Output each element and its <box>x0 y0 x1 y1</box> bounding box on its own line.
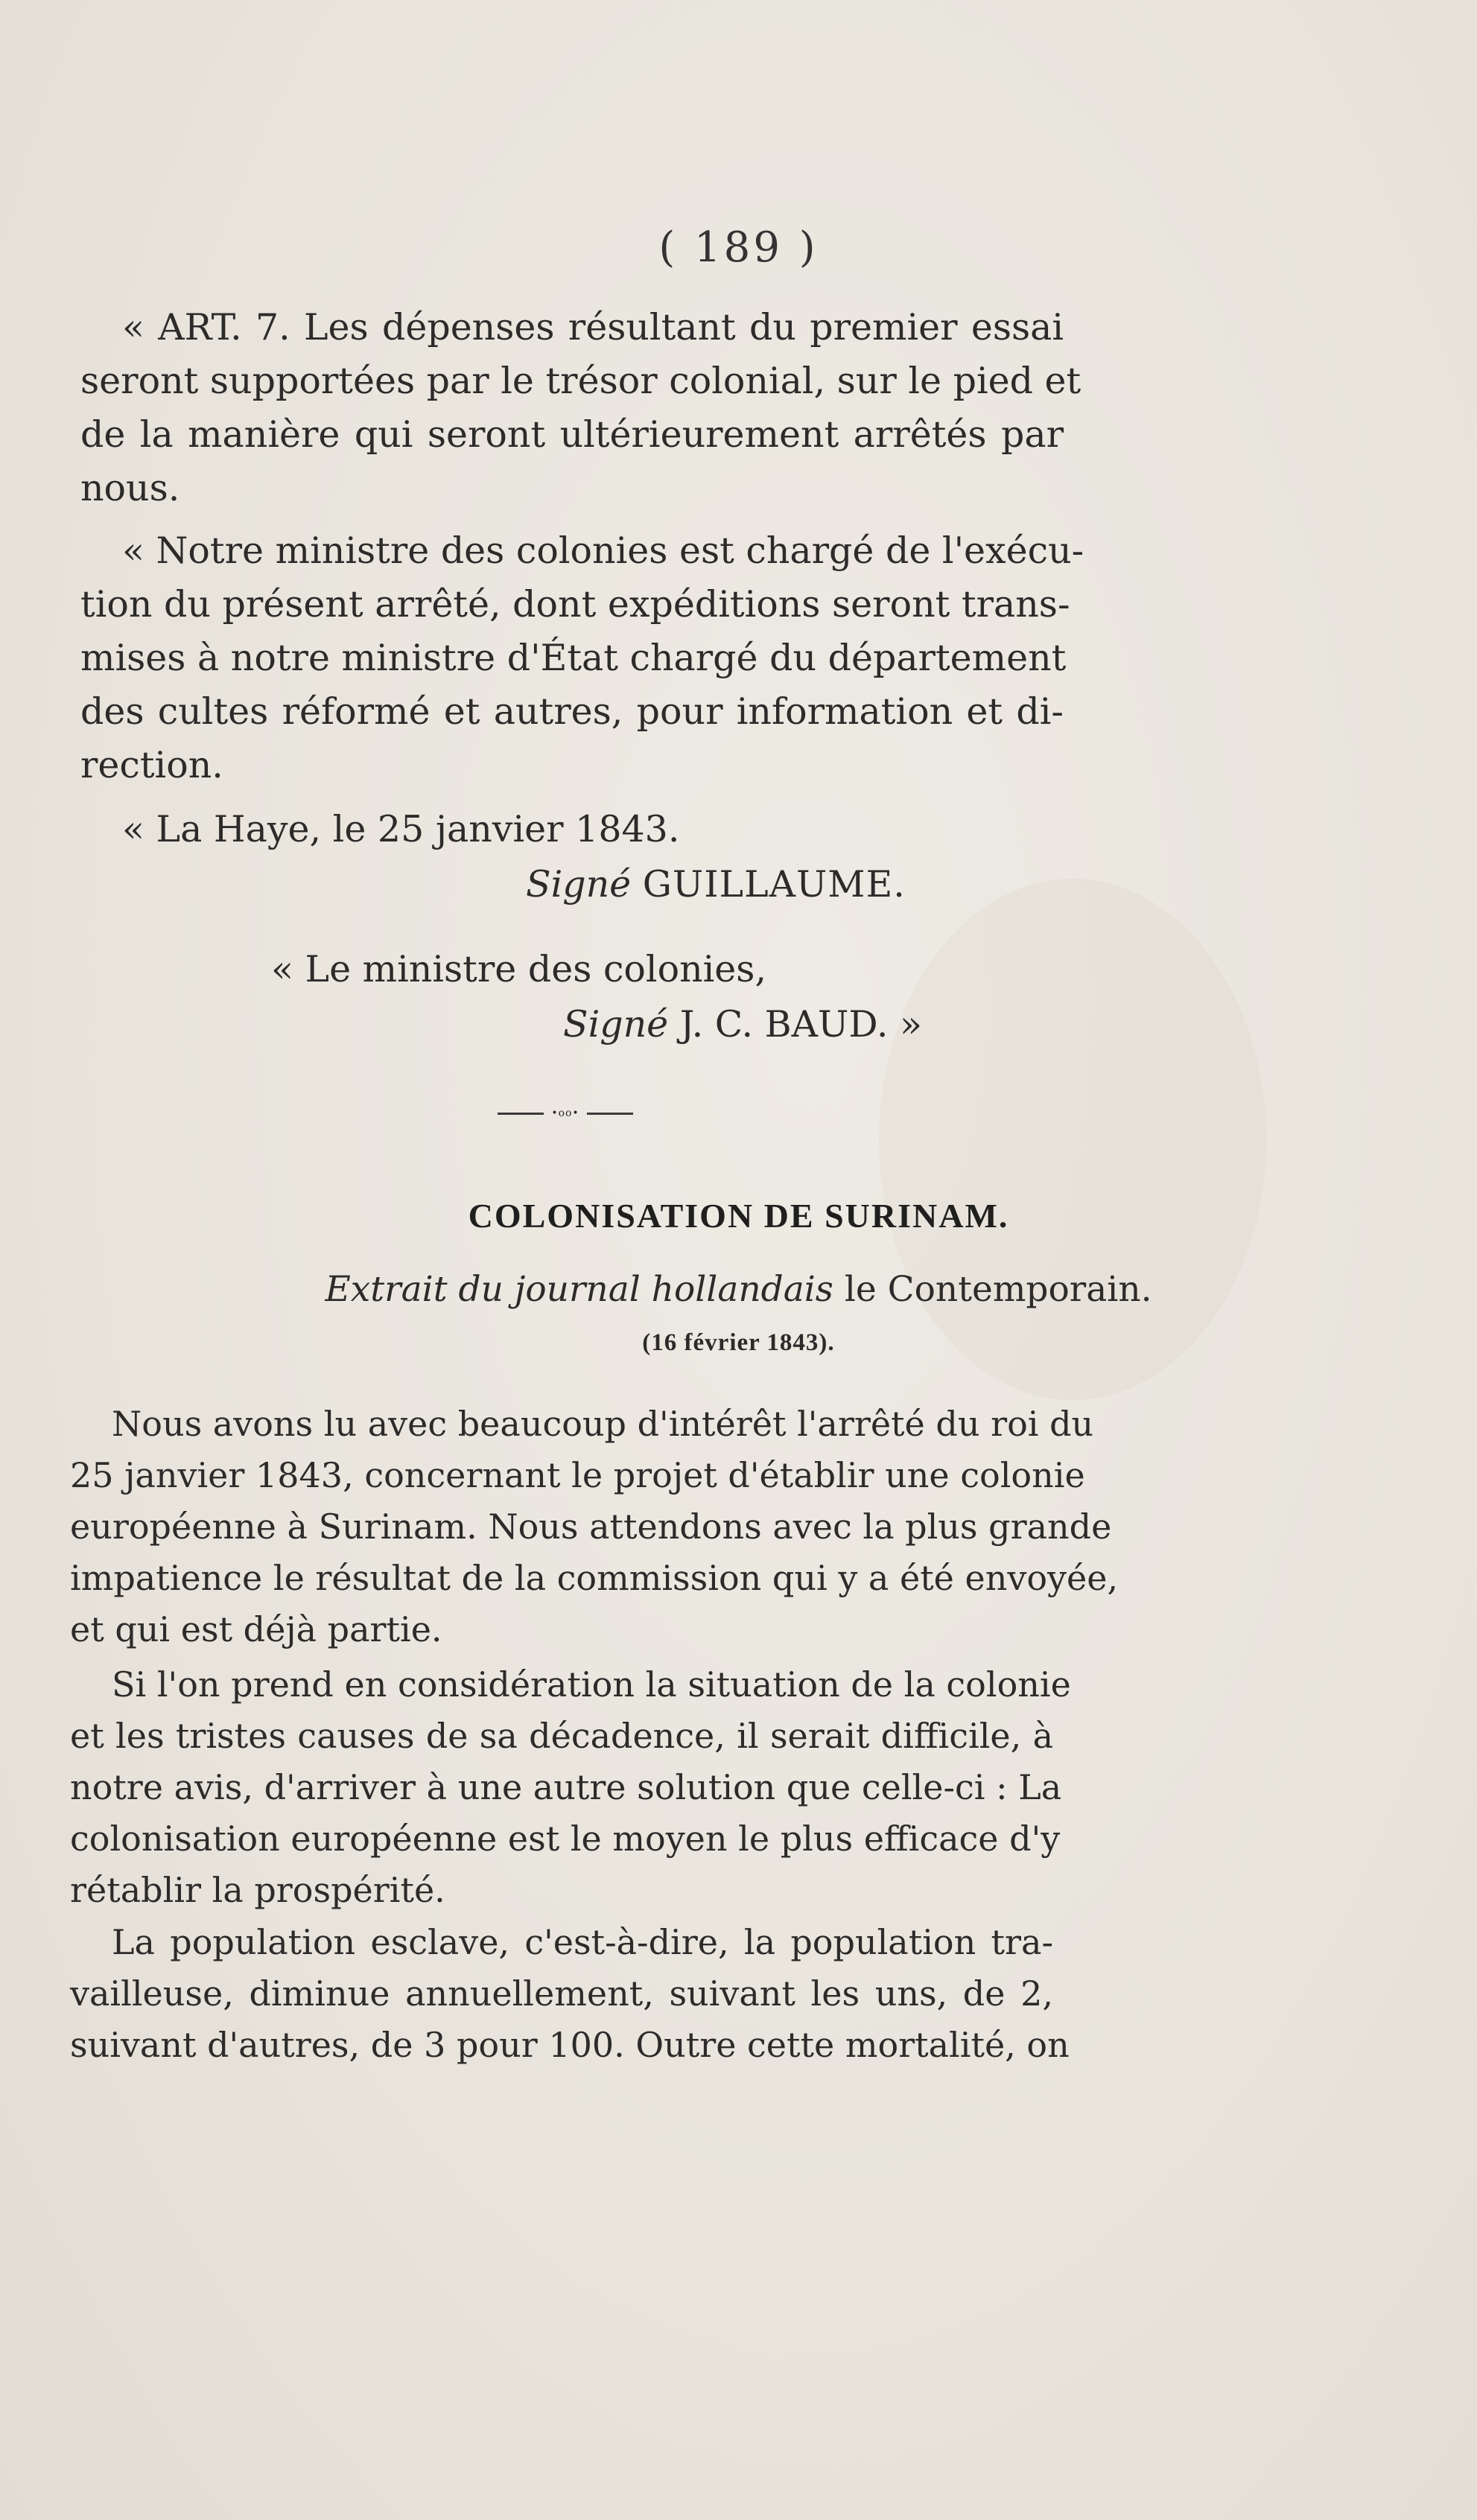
show-through-stain <box>879 879 1266 1400</box>
text-line: 25 janvier 1843, concernant le projet d'établir une colonie <box>70 1455 1085 1495</box>
minister-title: « Le ministre des colonies, <box>271 948 767 990</box>
place-date: « La Haye, le 25 janvier 1843. <box>122 808 680 850</box>
text-line: et qui est déjà partie. <box>70 1609 442 1649</box>
text-line: tion du présent arrêté, dont expéditions seront trans- <box>80 583 1070 626</box>
text-line: seront supportées par le trésor colonial, sur le pied et <box>80 360 1081 402</box>
text-line: colonisation européenne est le moyen le plus efficace d'y <box>70 1819 1061 1859</box>
text-line: La population esclave, c'est-à-dire, la population tra- <box>112 1922 1053 1962</box>
text-line: notre avis, d'arriver à une autre solution que celle-ci : La <box>70 1767 1062 1807</box>
text-line: « Notre ministre des colonies est chargé de l'exécu- <box>122 529 1084 572</box>
king-signature <box>526 858 906 911</box>
subtitle-source: le Contemporain. <box>844 1269 1152 1310</box>
article-paragraph-3 <box>70 1917 1070 2071</box>
article-paragraph-2 <box>70 1659 1071 1916</box>
article-paragraph-1 <box>70 1399 1119 1655</box>
article-date: (16 février 1843). <box>642 1329 835 1356</box>
text-line: suivant d'autres, de 3 pour 100. Outre cette mortalité, on <box>70 2025 1070 2065</box>
minister-signature <box>563 998 922 1051</box>
section-title: COLONISATION DE SURINAM. <box>468 1197 1009 1235</box>
text-line: de la manière qui seront ultérieurement arrêtés par <box>80 413 1064 456</box>
text-line: « ART. 7. Les dépenses résultant du premier essai <box>122 306 1064 349</box>
text-line: des cultes réformé et autres, pour information et di- <box>80 690 1064 733</box>
ornamental-divider <box>498 1108 633 1119</box>
text-line: Nous avons lu avec beaucoup d'intérêt l'arrêté du roi du <box>112 1404 1094 1444</box>
article-subtitle <box>0 1269 1477 1310</box>
signature-king-name: GUILLAUME. <box>642 863 906 906</box>
page-number: ( 189 ) <box>658 223 819 272</box>
signature-word: Signé <box>563 1003 669 1046</box>
signature-minister-name: J. C. BAUD. » <box>679 1003 922 1046</box>
text-line: mises à notre ministre d'État chargé du département <box>80 637 1067 679</box>
text-line: Si l'on prend en considération la situation de la colonie <box>112 1664 1071 1705</box>
text-line: nous. <box>80 467 180 509</box>
text-line: impatience le résultat de la commission qui y a été envoyée, <box>70 1558 1119 1598</box>
divider-rule <box>587 1113 633 1115</box>
divider-rule <box>498 1113 544 1115</box>
signature-word: Signé <box>526 863 632 906</box>
text-line: européenne à Surinam. Nous attendons avec la plus grande <box>70 1506 1112 1547</box>
text-line: et les tristes causes de sa décadence, il serait difficile, à <box>70 1716 1053 1756</box>
subtitle-italic: Extrait du journal hollandais <box>325 1269 833 1310</box>
decree-minister-paragraph <box>80 524 1084 792</box>
divider-ornament: •oo• <box>551 1107 579 1119</box>
text-line: rection. <box>80 744 223 786</box>
text-line: vailleuse, diminue annuellement, suivant les uns, de 2, <box>70 1973 1053 2014</box>
decree-article-7 <box>80 301 1081 515</box>
text-line: rétablir la prospérité. <box>70 1870 445 1910</box>
